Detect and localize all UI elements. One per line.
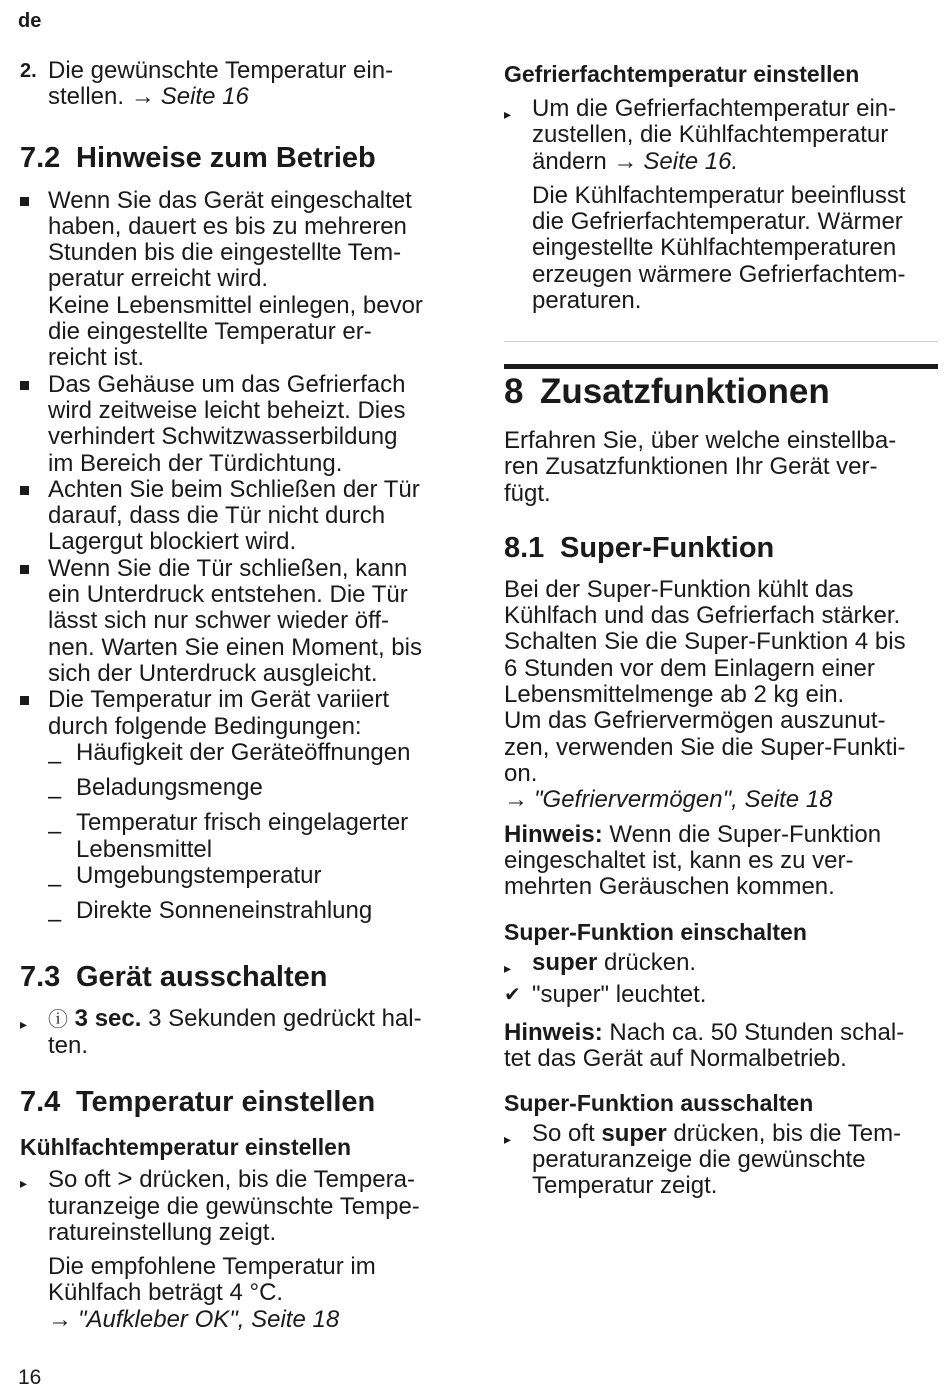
chapter-rule [504,364,938,369]
dash-icon: – [48,783,62,811]
square-bullet-icon [20,381,29,390]
instruction-step: ▸ So oft > drücken, bis die Tempera- turanzeige die gewünschte Tempe- ratureinstellung zeigt. Die empfohlene Temperatur im Kühlfach beträgt 4 °C. → "Aufkleber OK", Seite 18 [20,1163,420,1333]
square-bullet-icon [20,565,29,574]
check-icon: ✔ [504,983,521,1006]
subheading-kuehlfach: Kühlfachtemperatur einstellen [20,1134,352,1161]
dash-icon: – [48,747,62,775]
list-item: Achten Sie beim Schließen der Tür darauf, dass die Tür nicht durch Lagergut blockiert wird. [20,477,460,556]
divider [504,341,938,342]
power-icon: ⓘ [48,1008,68,1031]
list-item: Wenn Sie die Tür schließen, kann ein Unterdruck entstehen. Die Tür lässt sich nur schwer wieder öff- nen. Warten Sie einen Moment, bis sich der Unterdruck ausgleicht. [20,556,460,687]
key-label: 3 sec. [74,1004,142,1032]
triangle-bullet-icon: ▸ [20,1015,28,1032]
list-item: Die Temperatur im Gerät variiert durch folgende Bedingungen: – Häufigkeit der Geräteöffnungen – Beladungsmenge – Temperatur frisch eingelagerter Lebensmittel – Umgebungstemperatur – Direkte Sonneneinstrahlung [20,687,460,933]
section-7-4-heading: 7.4 Temperatur einstellen [20,1086,376,1119]
list-item: Wenn Sie das Gerät eingeschaltet haben, dauert es bis zu mehreren Stunden bis die eingestellte Tem- peratur erreicht wird. Keine Lebensmittel einlegen, bevor die eingestellte Temperatur er- reicht ist. [20,188,460,372]
chevron-right-icon: > [117,1163,133,1194]
right-column [504,60,940,314]
triangle-bullet-icon: ▸ [504,106,512,122]
step-number: 2. [20,60,37,82]
key-label: super [601,1119,667,1147]
section-text: Bei der Super-Funktion kühlt das Kühlfach und das Gefrierfach stärker. Schalten Sie die Super-Funktion 4 bis 6 Stunden vor dem Einlagern einer Lebensmittelmenge ab 2 kg ein. Um das Gefriervermögen auszunut- zen, verwenden Sie die Super-Funkti- on. → "Gefriervermögen", Seite 18 Hinweis: Wenn die Super-Funktion eingeschaltet ist, kann es zu ver- mehrten Geräuschen kommen. [504,577,940,901]
triangle-bullet-icon: ▸ [504,1130,512,1147]
left-column [20,58,460,1333]
key-label: super [532,949,598,977]
list-item: Das Gehäuse um das Gefrierfach wird zeitweise leicht beheizt. Dies verhindert Schwitzwasserbildung im Bereich der Türdichtung. [20,372,460,477]
sub-list-item: – Häufigkeit der Geräteöffnungen [48,738,411,775]
section-8-1-heading: 8.1 Super-Funktion [504,531,775,564]
sub-list-item: – Temperatur frisch eingelagerter Lebensmittel [48,809,409,863]
dash-icon: – [48,906,62,934]
instruction-step: ▸ So oft super drücken, bis die Tem- peraturanzeige die gewünschte Temperatur zeigt. [504,1119,902,1200]
chapter-8-heading: 8 Zusatzfunktionen [504,372,830,411]
sub-list-item: – Umgebungstemperatur [48,862,322,899]
language-label: de [18,10,42,32]
triangle-bullet-icon: ▸ [504,960,512,977]
page-number: 16 [18,1366,42,1389]
step-2 [20,58,460,111]
note: Hinweis: Wenn die Super-Funktion [504,820,882,848]
subheading-super-on: Super-Funktion einschalten [504,919,807,946]
arrow-right-icon: → [504,786,528,814]
subheading-super-off: Super-Funktion ausschalten [504,1089,814,1116]
instruction-steps: ▸ super drücken. ✔ "super" leuchtet. Hinweis: Nach ca. 50 Stunden schal- tet das Gerät auf Normalbetrieb. [504,950,940,1072]
instruction-step: ▸ ⓘ 3 sec. 3 Sekunden gedrückt hal- ten. [20,1004,422,1059]
right-column-chapter-8 [504,372,940,1200]
square-bullet-icon [20,486,29,495]
sub-list-item: – Beladungsmenge [48,774,263,811]
triangle-bullet-icon: ▸ [20,1175,28,1192]
square-bullet-icon [20,696,29,705]
step-text-2: stellen. [48,83,125,111]
page-reference[interactable]: → Seite 16 [130,83,249,111]
instruction-step: ▸ Um die Gefrierfachtemperatur ein- zustellen, die Kühlfachtemperatur ändern → Seite 16. Die Kühlfachtemperatur beeinflusst die Gefrierfachtemperatur. Wärmer eingestellte Kühlfachtemperaturen erzeugen wärmere Gefrierfachtem- peraturen. [504,95,906,315]
page-reference[interactable]: → "Aufkleber OK", Seite 18 [48,1305,340,1333]
section-7-2-heading: 7.2 Hinweise zum Betrieb [20,141,376,174]
bullet-list [20,188,460,934]
square-bullet-icon [20,197,29,206]
note: Hinweis: Nach ca. 50 Stunden schal- [504,1019,905,1047]
arrow-right-icon: → [48,1305,72,1333]
chapter-intro: Erfahren Sie, über welche einstellba- ren Zusatzfunktionen Ihr Gerät ver- fügt. [504,427,897,507]
page-reference[interactable]: → Seite 16. [613,147,739,175]
subheading-gefrierfach: Gefrierfachtemperatur einstellen [504,61,860,87]
section-7-3-heading: 7.3 Gerät ausschalten [20,960,328,993]
step-text: Die gewünschte Temperatur ein- [48,57,394,84]
page-reference[interactable]: → "Gefriervermögen", Seite 18 [504,786,833,814]
arrow-right-icon: → [130,83,155,111]
arrow-right-icon: → [613,147,638,175]
dash-icon: – [48,871,62,899]
dash-icon: – [48,818,62,846]
sub-list-item: – Direkte Sonneneinstrahlung [48,897,373,934]
